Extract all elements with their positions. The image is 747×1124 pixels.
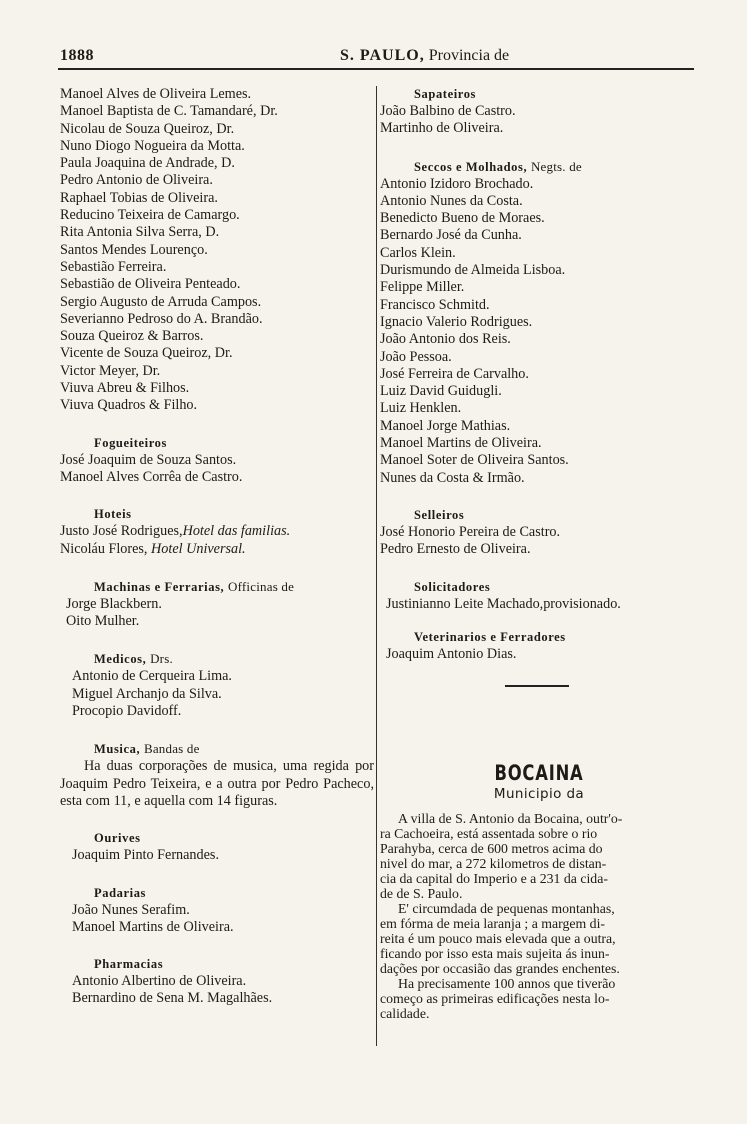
list-item: Bernardo José da Cunha.: [380, 227, 522, 244]
bocaina-description: A villa de S. Antonio da Bocaina, outr'o- ra Cachoeira, está assentada sobre o rio Parahyba, cerca de 600 metros acima do nivel do mar, a 272 kilometros de distan- cia da capital do Imperio e a 231 da cida- de de S. Paulo. E' circumdada de pequenas montanhas, em fórma de meia laranja ; a margem di- reita é um pouco mais elevada que a outra, ficando por isso esta mais sujeita ás inun- dações por occasião das grandes enchentes. Ha precisamente 100 annos que tiverão começo as primeiras edificações nesta lo- calidade.: [380, 811, 623, 1022]
section-heading-fogueiteiros: Fogueiteiros: [94, 435, 167, 450]
list-item: João Balbino de Castro.: [380, 103, 516, 119]
hotel-owner: Justo José Rodrigues,: [60, 523, 183, 540]
list-item: José Honorio Pereira de Castro.: [380, 523, 561, 540]
list-item: João Antonio dos Reis.: [380, 331, 511, 348]
list-item: Santos Mendes Lourenço.: [60, 241, 208, 258]
list-item: Victor Meyer, Dr.: [60, 362, 161, 379]
list-item: Pedro Antonio de Oliveira.: [60, 172, 213, 189]
list-item: Luiz David Guidugli.: [380, 383, 502, 400]
running-title-rest: Provincia de: [428, 47, 510, 64]
list-item: Nuno Diogo Nogueira da Motta.: [60, 137, 245, 154]
section-heading-hoteis: Hoteis: [94, 507, 132, 522]
hotel-owner: Nicoláu Flores,: [60, 540, 148, 557]
running-title-bold: S. PAULO,: [340, 47, 425, 64]
list-item: [60, 523, 374, 540]
list-item: Paula Joaquina de Andrade, D.: [60, 155, 235, 172]
list-item: [60, 541, 374, 558]
list-item: Sebastião Ferreira.: [60, 258, 167, 275]
list-item: Luiz Henklen.: [380, 400, 462, 417]
list-item: Joaquim Pinto Fernandes.: [72, 847, 219, 864]
list-item: Carlos Klein.: [380, 244, 456, 261]
list-item: Antonio de Cerqueira Lima.: [72, 668, 232, 685]
list-item: Manoel Soter de Oliveira Santos.: [380, 452, 569, 469]
list-item: Martinho de Oliveira.: [380, 120, 504, 137]
list-item: Manoel Baptista de C. Tamandaré, Dr.: [60, 103, 278, 120]
page-number: 1888: [60, 47, 94, 64]
list-item: Raphael Tobias de Oliveira.: [60, 189, 218, 206]
list-item: Manoel Martins de Oliveira.: [72, 918, 234, 935]
section-heading-seccos: Seccos e Molhados, Negts. de: [414, 158, 582, 174]
list-item: João Pessoa.: [380, 348, 452, 365]
list-item: Reducino Teixeira de Camargo.: [60, 207, 240, 224]
list-item: Severianno Pedroso do A. Brandão.: [60, 310, 263, 327]
left-column: [60, 86, 374, 1008]
list-item: Viuva Abreu & Filhos.: [60, 380, 190, 397]
list-item: Pedro Ernesto de Oliveira.: [380, 541, 531, 558]
section-heading-medicos: Medicos, Drs.: [94, 651, 173, 667]
hotel-name: Hotel das familias.: [182, 523, 291, 540]
list-item: Jorge Blackbern.: [66, 595, 162, 612]
list-item: Antonio Albertino de Oliveira.: [72, 973, 247, 990]
section-heading-selleiros: Selleiros: [414, 507, 465, 522]
section-heading-ourives: Ourives: [94, 831, 141, 846]
list-item: Sebastião de Oliveira Penteado.: [60, 276, 241, 293]
list-item: Benedicto Bueno de Moraes.: [380, 210, 545, 227]
list-item: Procopio Davidoff.: [72, 703, 182, 720]
list-item: Felippe Miller.: [380, 279, 465, 296]
list-item: Souza Queiroz & Barros.: [60, 328, 204, 345]
list-item: Vicente de Souza Queiroz, Dr.: [60, 345, 233, 362]
page-header: [58, 46, 694, 68]
section-heading-machinas: Machinas e Ferrarias, Officinas de: [94, 578, 295, 594]
list-item: José Joaquim de Souza Santos.: [60, 451, 237, 468]
list-item: Francisco Schmitd.: [380, 296, 490, 313]
list-item: Ignacio Valerio Rodrigues.: [380, 313, 533, 330]
list-item: Viuva Quadros & Filho.: [60, 397, 198, 414]
list-item: Antonio Nunes da Costa.: [380, 192, 523, 209]
section-heading-padarias: Padarias: [94, 885, 147, 900]
names-list: [60, 86, 374, 415]
list-item: Antonio Izidoro Brochado.: [380, 175, 534, 192]
list-item: Rita Antonia Silva Serra, D.: [60, 224, 220, 241]
list-item: Durismundo de Almeida Lisboa.: [380, 262, 566, 279]
list-item: Joaquim Antonio Dias.: [386, 645, 517, 662]
list-item: Justinianno Leite Machado,provisionado.: [386, 595, 621, 612]
list-item: Manoel Alves de Oliveira Lemes.: [60, 86, 252, 102]
list-item: Nunes da Costa & Irmão.: [380, 469, 525, 486]
list-item: José Ferreira de Carvalho.: [380, 365, 529, 382]
section-subtitle: Municipio da: [493, 786, 585, 803]
running-title: [340, 46, 509, 66]
column-divider: [376, 86, 377, 1046]
right-column: [380, 86, 698, 1021]
list-item: Manoel Jorge Mathias.: [380, 417, 511, 434]
list-item: Oito Mulher.: [66, 613, 140, 630]
header-rule: [58, 68, 694, 70]
section-heading-sapateiros: Sapateiros: [414, 87, 477, 101]
list-item: Miguel Archanjo da Silva.: [72, 685, 222, 702]
section-heading-solicitadores: Solicitadores: [414, 579, 491, 594]
section-heading-pharmacias: Pharmacias: [94, 957, 164, 972]
list-item: Manoel Martins de Oliveira.: [380, 435, 542, 452]
section-heading-veterinarios: Veterinarios e Ferradores: [414, 629, 566, 644]
musica-paragraph: Ha duas corporações de musica, uma regida por Joaquim Pedro Teixeira, e a outra por Pedro Pacheco, esta com 11, e aquella com 14 figuras.: [60, 758, 374, 809]
list-item: Bernardino de Sena M. Magalhães.: [72, 990, 273, 1007]
section-title-bocaina: BOCAINA: [494, 761, 584, 786]
list-item: Sergio Augusto de Arruda Campos.: [60, 293, 262, 310]
list-item: Nicolau de Souza Queiroz, Dr.: [60, 120, 235, 137]
section-heading-musica: Musica, Bandas de: [94, 741, 200, 757]
list-item: Manoel Alves Corrêa de Castro.: [60, 468, 243, 485]
list-item: João Nunes Serafim.: [72, 901, 190, 918]
hotel-name: Hotel Universal.: [151, 540, 246, 557]
